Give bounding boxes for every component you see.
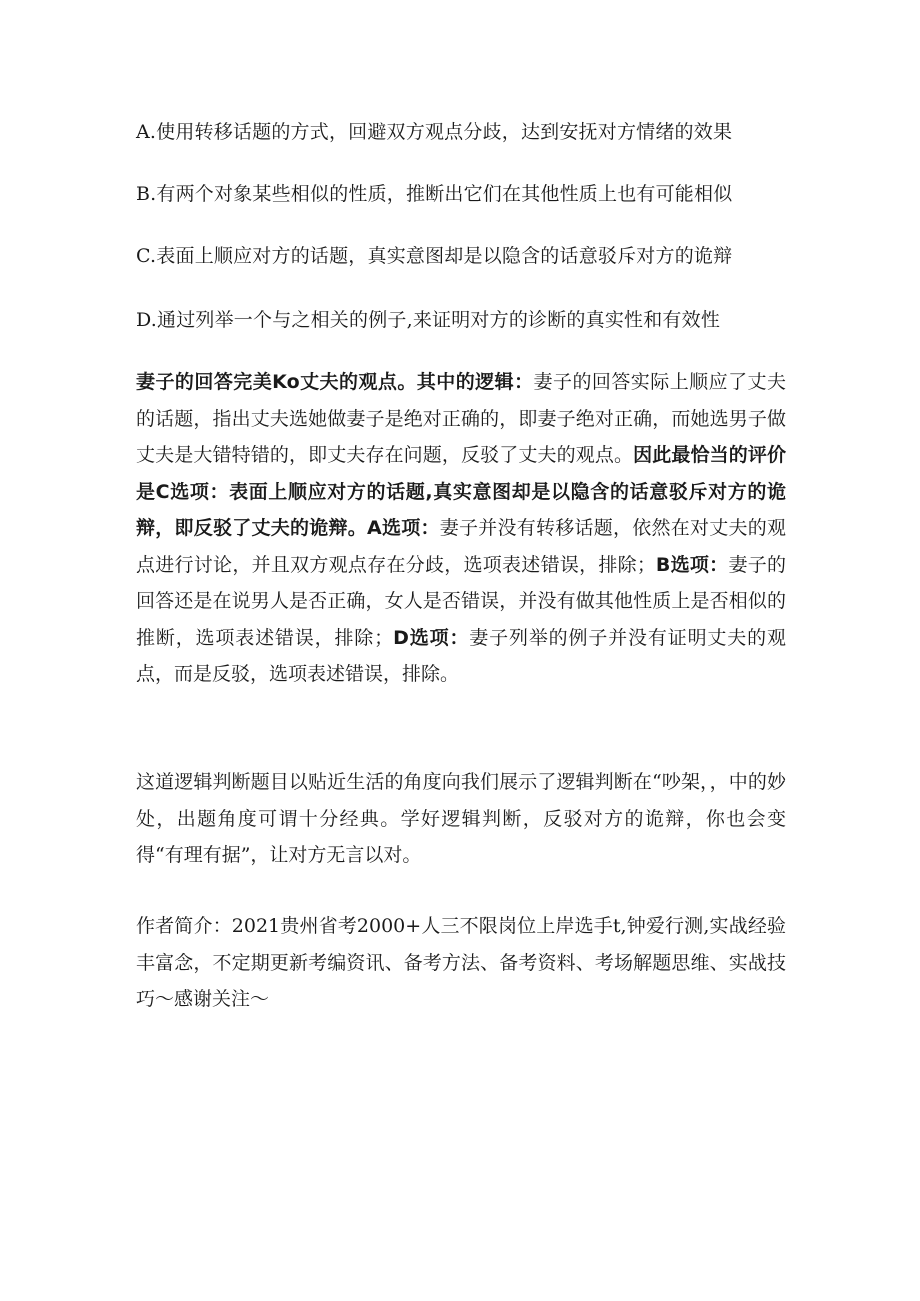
analysis-option-b: 妻子的回答还是在说男人是否正确，女人是否错误，并没有做其他性质上是否相似的推断，选项表述错误，排除； <box>136 553 786 649</box>
analysis-reasoning: 妻子的回答实际上顺应了丈夫的话题，指出丈夫选她做妻子是绝对正确的，即妻子绝对正确，而她选男子做丈夫是大错特错的，即丈夫存在问题，反驳了丈夫的观点。 <box>136 371 786 466</box>
analysis-label-d: D选项： <box>393 626 470 649</box>
analysis-option-d: 妻子列举的例子并没有证明丈夫的观点，而是反驳，选项表述错误，排除。 <box>136 626 786 685</box>
author-bio: 作者简介：2021贵州省考2000+人三不限岗位上岸选手t,钟爱行测,实战经验丰富念，不定期更新考编资讯、备考方法、备考资料、考场解题思维、实战技巧～感谢关注～ <box>136 915 786 1010</box>
summary-paragraph: 这道逻辑判断题目以贴近生活的角度向我们展示了逻辑判断在“吵架，，中的妙处，出题角度可谓十分经典。学好逻辑判断，反驳对方的诡辩，你也会变得“有理有据”，让对方无言以对。 <box>136 771 786 866</box>
option-a: A.使用转移话题的方式，回避双方观点分歧，达到安抚对方情绪的效果 <box>136 121 733 143</box>
option-c: C.表面上顺应对方的话题，真实意图却是以隐含的话意驳斥对方的诡辩 <box>136 245 733 267</box>
option-b: B.有两个对象某些相似的性质，推断出它们在其他性质上也有可能相似 <box>136 183 733 205</box>
analysis-paragraph <box>136 364 786 693</box>
analysis-lead: 妻子的回答完美Ko丈夫的观点。其中的逻辑： <box>136 371 534 393</box>
analysis-conclusion: 因此最恰当的评价是C选项：表面上顺应对方的话题,真实意图却是以隐含的话意驳斥对方的诡辩，即反驳了丈夫的诡辩。A选项： <box>136 444 786 539</box>
option-d: D.通过列举一个与之相关的例子,来证明对方的诊断的真实性和有效性 <box>136 309 721 331</box>
analysis-label-b: B选项： <box>655 553 729 576</box>
analysis-option-a: 妻子并没有转移话题，依然在对丈夫的观点进行讨论，并且双方观点存在分歧，选项表述错误，排除； <box>136 517 786 576</box>
